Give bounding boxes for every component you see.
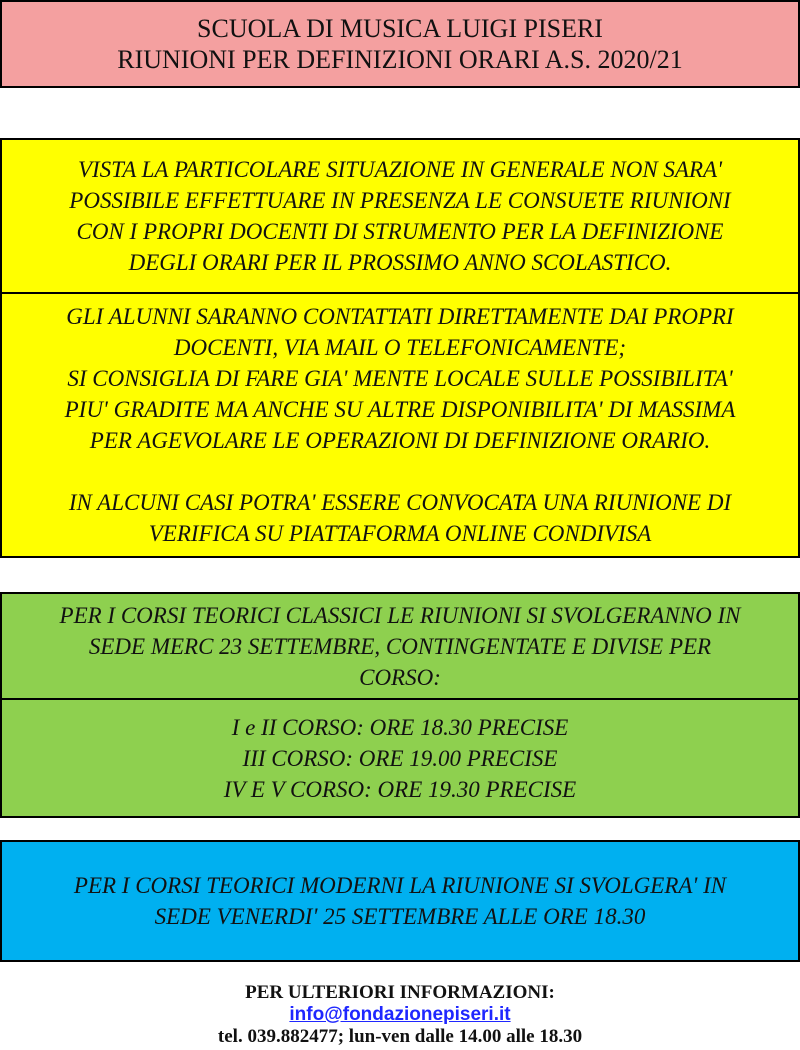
notice-line: PIU' GRADITE MA ANCHE SU ALTRE DISPONIBILITA' DI MASSIMA: [64, 397, 736, 422]
classic-line: SEDE MERC 23 SETTEMBRE, CONTINGENTATE E DIVISE PER: [88, 633, 712, 659]
schedule-line: I e II CORSO: ORE 18.30 PRECISE: [231, 714, 569, 740]
notice-line: PER AGEVOLARE LE OPERAZIONI DI DEFINIZIONE ORARIO.: [89, 428, 711, 453]
phone-hours: tel. 039.882477; lun-ven dalle 14.00 alle 18.30: [217, 1026, 583, 1047]
notice-line: GLI ALUNNI SARANNO CONTATTATI DIRETTAMENTE DAI PROPRI: [66, 304, 734, 329]
footer-heading: PER ULTERIORI INFORMAZIONI:: [245, 982, 555, 1003]
notice-line: VISTA LA PARTICOLARE SITUAZIONE IN GENERALE NON SARA': [77, 157, 723, 182]
notice-line: VERIFICA SU PIATTAFORMA ONLINE CONDIVISA: [148, 521, 652, 546]
modern-line: SEDE VENERDI' 25 SETTEMBRE ALLE ORE 18.30: [154, 904, 646, 929]
classic-courses-box: [0, 592, 800, 700]
schedule-line: IV E V CORSO: ORE 19.30 PRECISE: [223, 776, 577, 802]
header-banner: [0, 0, 800, 88]
modern-line: PER I CORSI TEORICI MODERNI LA RIUNIONE SI SVOLGERA' IN: [73, 873, 727, 898]
notice-line: CON I PROPRI DOCENTI DI STRUMENTO PER LA DEFINIZIONE: [76, 219, 724, 244]
notice-line: SI CONSIGLIA DI FARE GIA' MENTE LOCALE SULLE POSSIBILITA': [67, 366, 733, 391]
document-title: RIUNIONI PER DEFINIZIONI ORARI A.S. 2020/21: [117, 45, 683, 74]
notice-line: DOCENTI, VIA MAIL O TELEFONICAMENTE;: [173, 335, 627, 360]
schedule-box: [0, 698, 800, 818]
notice-line: POSSIBILE EFFETTUARE IN PRESENZA LE CONSUETE RIUNIONI: [69, 188, 731, 213]
notice-line: IN ALCUNI CASI POTRA' ESSERE CONVOCATA UNA RIUNIONE DI: [68, 490, 732, 515]
notice-line: DEGLI ORARI PER IL PROSSIMO ANNO SCOLASTICO.: [128, 250, 672, 275]
notice-box-contact: [0, 292, 800, 558]
footer-info: [0, 982, 800, 1048]
modern-courses-box: [0, 840, 800, 962]
school-title: SCUOLA DI MUSICA LUIGI PISERI: [197, 14, 603, 43]
email-link[interactable]: info@fondazionepiseri.it: [289, 1004, 511, 1025]
schedule-line: III CORSO: ORE 19.00 PRECISE: [242, 745, 558, 771]
classic-line: CORSO:: [359, 664, 441, 690]
classic-line: PER I CORSI TEORICI CLASSICI LE RIUNIONI SI SVOLGERANNO IN: [59, 602, 741, 628]
notice-box-situation: [0, 138, 800, 294]
